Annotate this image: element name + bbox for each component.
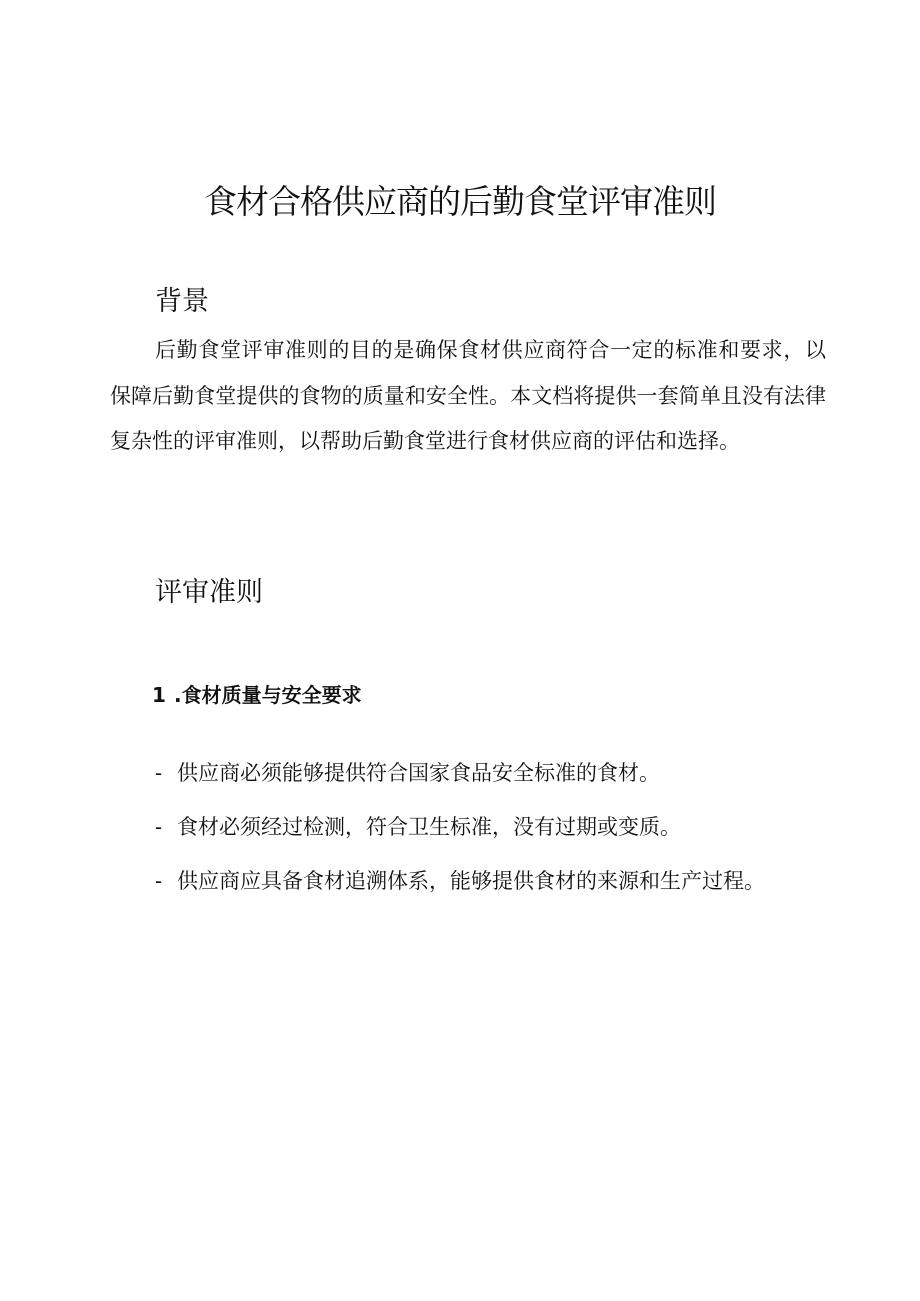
list-item-text: 供应商必须能够提供符合国家食品安全标准的食材。 (177, 761, 660, 785)
list-bullet: - (155, 815, 163, 839)
list-item (110, 804, 800, 850)
list-bullet: - (155, 761, 163, 785)
subsection-heading-quality-safety (152, 680, 362, 710)
subsection-title: .食材质量与安全要求 (174, 683, 362, 707)
list-bullet: - (155, 869, 163, 893)
list-item-text: 食材必须经过检测，符合卫生标准，没有过期或变质。 (177, 815, 681, 839)
document-title: 食材合格供应商的后勤食堂评审准则 (204, 182, 716, 221)
list-item (110, 750, 800, 796)
requirements-list (110, 750, 800, 912)
list-item-text: 供应商应具备食材追溯体系，能够提供食材的来源和生产过程。 (177, 869, 765, 893)
section-heading-background: 背景 (155, 286, 209, 317)
subsection-number: 1 (152, 683, 166, 707)
background-paragraph: 后勤食堂评审准则的目的是确保食材供应商符合一定的标准和要求，以保障后勤食堂提供的食物的质量和安全性。本文档将提供一套简单且没有法律复杂性的评审准则，以帮助后勤食堂进行食材供应商的评估和选择。 (110, 338, 826, 453)
list-item (110, 858, 800, 904)
section-heading-criteria: 评审准则 (155, 577, 263, 608)
